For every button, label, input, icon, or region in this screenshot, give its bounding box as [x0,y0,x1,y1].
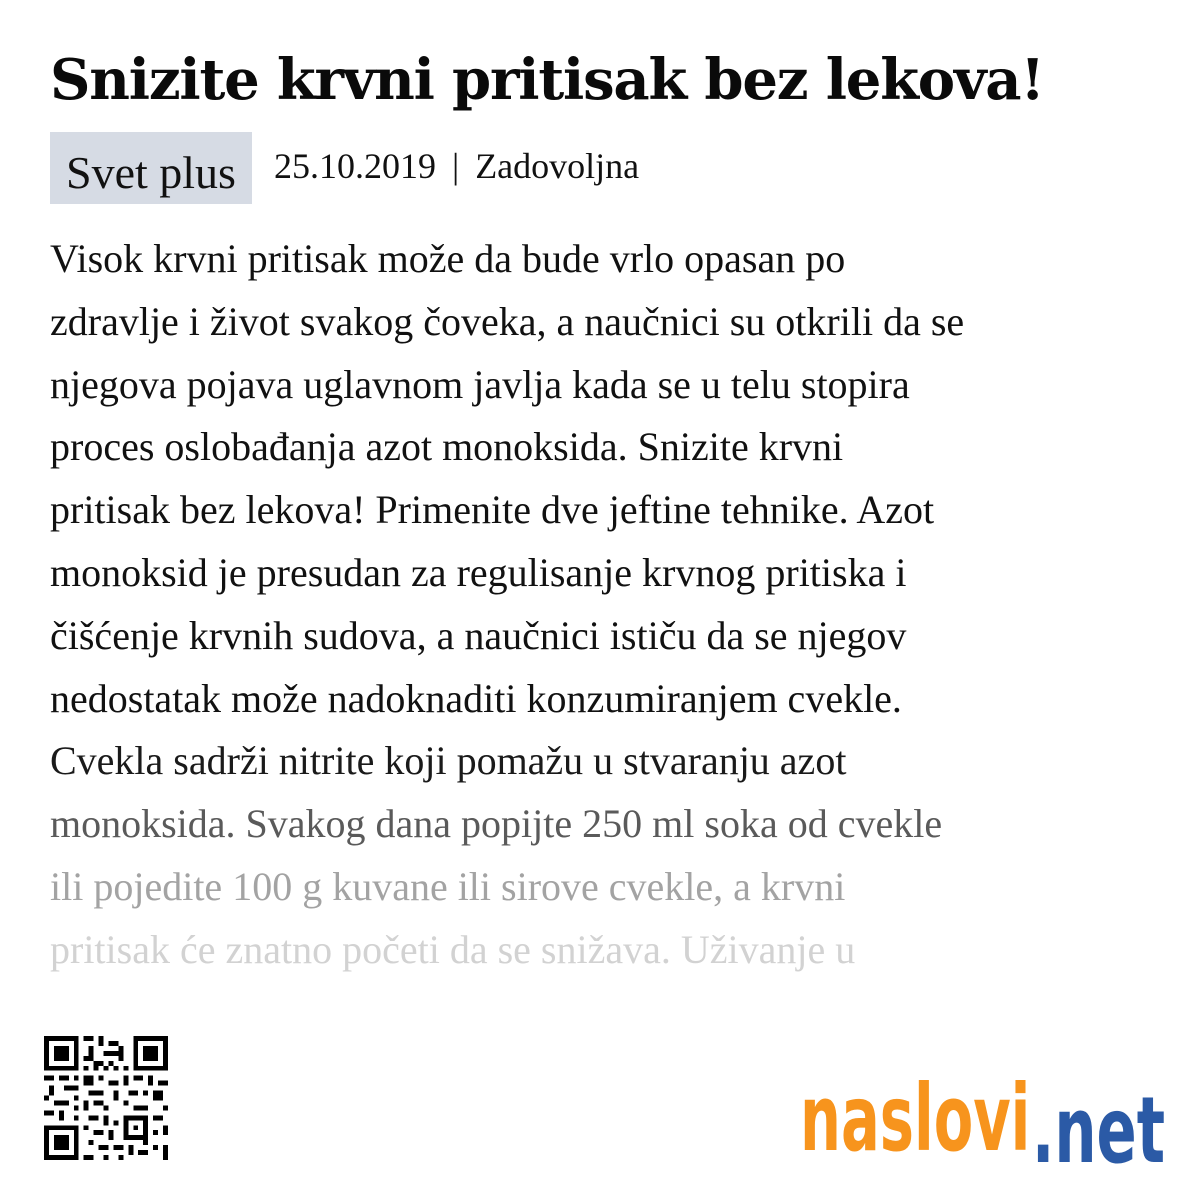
article-line: ili pojedite 100 g kuvane ili sirove cvekle, a krvni [50,863,846,909]
article-line: Visok krvni pritisak može da bude vrlo opasan po [50,236,846,281]
article-line: pritisak će znatno početi da se snižava. Uživanje u [50,926,856,972]
article-line: monoksida. Svakog dana popijte 250 ml soka od cvekle [50,801,943,847]
meta-separator: | [451,146,460,186]
article-body [50,228,1165,982]
article-line: nedostatak može nadoknaditi konzumiranjem cvekle. [50,675,902,721]
qr-code-icon[interactable] [44,1036,168,1160]
meta-info [274,146,639,186]
article-date: 25.10.2019 [273,146,436,186]
naslovi-logo[interactable] [800,1060,1170,1170]
category-badge[interactable]: Svet plus [50,132,252,204]
article-line: njegova pojava uglavnom javlja kada se u telu stopira [50,361,910,407]
logo-text-right: .net [1031,1077,1166,1170]
article-line: zdravlje i život svakog čoveka, a naučnici su otkrili da se [50,298,965,344]
article-line: pritisak bez lekova! Primenite dve jeftine tehnike. Azot [50,487,935,533]
article-line: čišćenje krvnih sudova, a naučnici ističu da se njegov [50,612,907,658]
article-line: monoksid je presudan za regulisanje krvnog pritiska i [50,549,907,595]
article-source[interactable]: Zadovoljna [475,146,640,186]
logo-text-left: naslovi [800,1065,1031,1170]
article-line: proces oslobađanja azot monoksida. Snizite krvni [50,424,844,470]
article-line: Cvekla sadrži nitrite koji pomažu u stvaranju azot [50,738,847,784]
article-meta [50,132,639,204]
article-title[interactable]: Snizite krvni pritisak bez lekova! [50,47,1044,113]
